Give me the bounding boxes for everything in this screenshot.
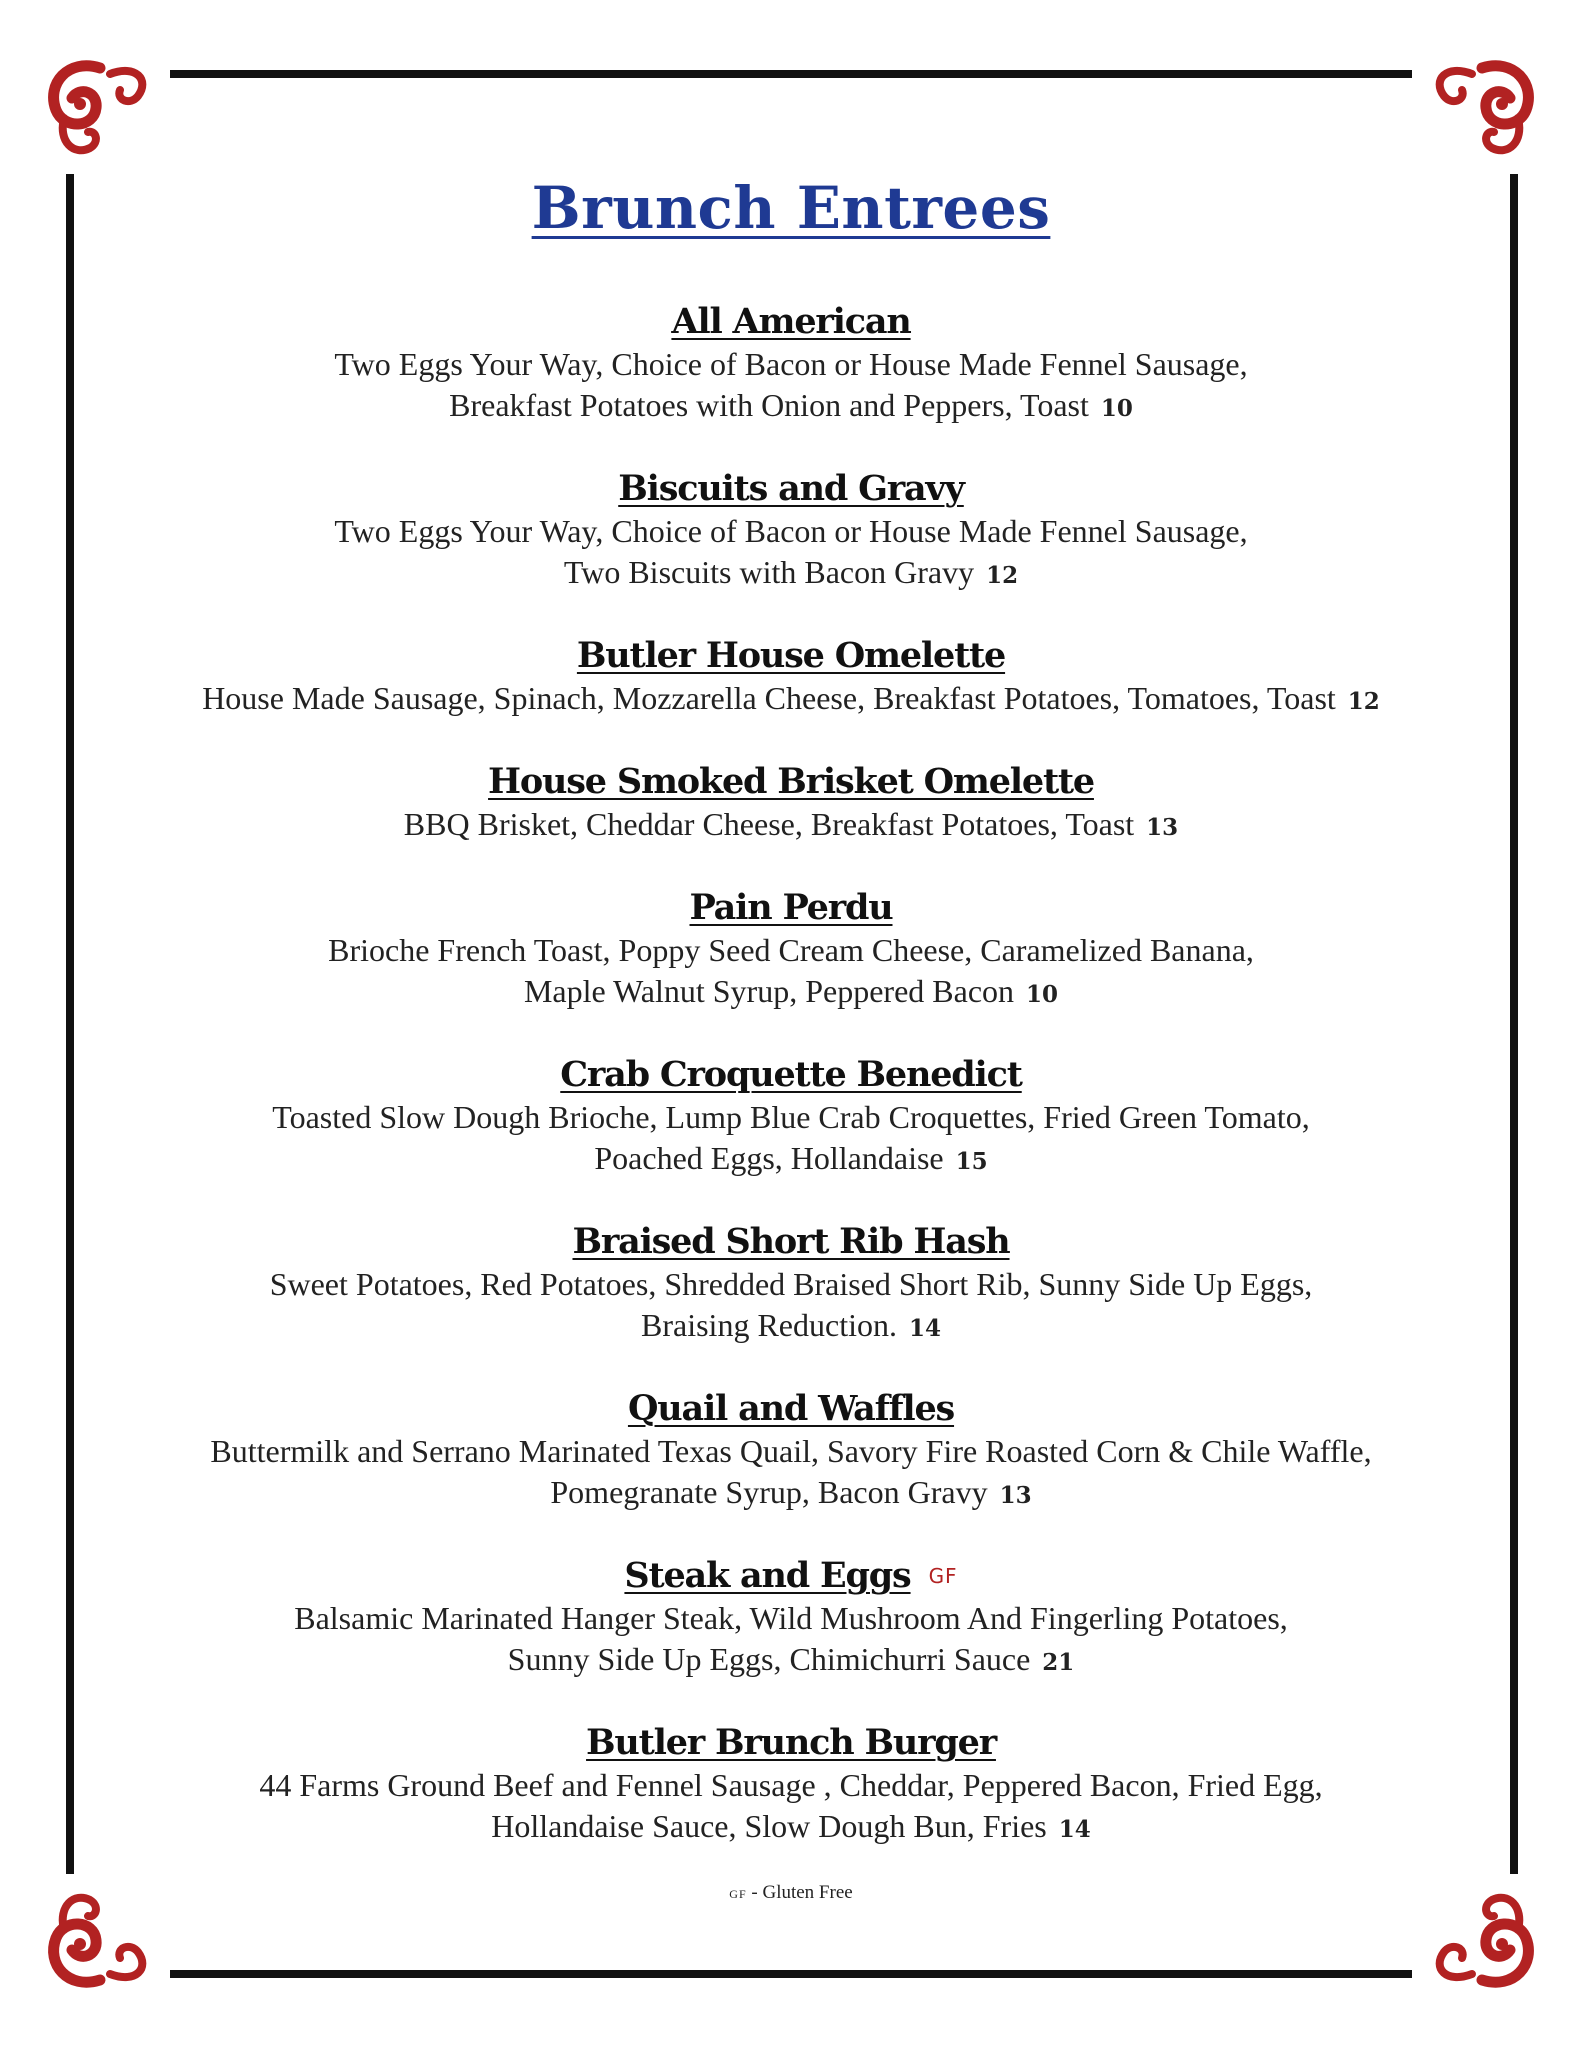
menu-item-name: Pain Perdu bbox=[689, 887, 893, 928]
description-text: Balsamic Marinated Hanger Steak, Wild Mushroom And Fingerling Potatoes, bbox=[294, 1600, 1288, 1636]
menu-item-heading bbox=[100, 1220, 1482, 1264]
description-text: Buttermilk and Serrano Marinated Texas Quail, Savory Fire Roasted Corn & Chile Waffle, bbox=[210, 1433, 1372, 1469]
menu-item-price: 14 bbox=[908, 1315, 941, 1342]
menu-item-price: 10 bbox=[1026, 981, 1059, 1008]
menu-item-name: House Smoked Brisket Omelette bbox=[488, 761, 1094, 802]
menu-item-heading bbox=[100, 1554, 1482, 1598]
menu-item-name: Braised Short Rib Hash bbox=[572, 1221, 1010, 1262]
menu-item-description bbox=[100, 1097, 1482, 1138]
menu-item-description bbox=[100, 511, 1482, 552]
menu-item bbox=[100, 1053, 1482, 1182]
menu-item bbox=[100, 886, 1482, 1015]
menu-item-heading bbox=[100, 1053, 1482, 1097]
page-title: Brunch Entrees bbox=[531, 174, 1051, 242]
description-text: Hollandaise Sauce, Slow Dough Bun, Fries bbox=[491, 1808, 1047, 1844]
menu-item-heading bbox=[100, 634, 1482, 678]
footnote bbox=[100, 1882, 1482, 1904]
menu-content bbox=[100, 172, 1482, 1904]
menu-item bbox=[100, 1721, 1482, 1850]
menu-item-name: Steak and Eggs bbox=[624, 1555, 911, 1596]
menu-item-name: Crab Croquette Benedict bbox=[560, 1054, 1022, 1095]
description-text: Breakfast Potatoes with Onion and Peppers, Toast bbox=[449, 387, 1089, 423]
menu-item-heading bbox=[100, 1721, 1482, 1765]
menu-item-price: 13 bbox=[1146, 814, 1179, 841]
menu-item-description bbox=[100, 1305, 1482, 1349]
description-text: Poached Eggs, Hollandaise bbox=[594, 1140, 944, 1176]
menu-item-name: Biscuits and Gravy bbox=[618, 468, 964, 509]
description-text: Sweet Potatoes, Red Potatoes, Shredded Braised Short Rib, Sunny Side Up Eggs, bbox=[269, 1266, 1313, 1302]
menu-item-description bbox=[100, 1806, 1482, 1850]
menu-item-description bbox=[100, 552, 1482, 596]
menu-item-description bbox=[100, 971, 1482, 1015]
menu-item-price: 14 bbox=[1058, 1816, 1091, 1843]
description-text: BBQ Brisket, Cheddar Cheese, Breakfast Potatoes, Toast bbox=[403, 806, 1135, 842]
menu-item bbox=[100, 467, 1482, 596]
menu-item-price: 21 bbox=[1042, 1649, 1075, 1676]
description-text: Sunny Side Up Eggs, Chimichurri Sauce bbox=[507, 1641, 1031, 1677]
menu-item-description bbox=[100, 678, 1482, 722]
menu-item-description bbox=[100, 1138, 1482, 1182]
description-text: Pomegranate Syrup, Bacon Gravy bbox=[550, 1474, 988, 1510]
menu-item-price: 13 bbox=[999, 1482, 1032, 1509]
menu-item bbox=[100, 300, 1482, 429]
description-text: Toasted Slow Dough Brioche, Lump Blue Crab Croquettes, Fried Green Tomato, bbox=[272, 1099, 1310, 1135]
menu-item-price: 10 bbox=[1100, 395, 1133, 422]
menu-item bbox=[100, 634, 1482, 722]
menu-item-description bbox=[100, 930, 1482, 971]
footnote-text: - Gluten Free bbox=[746, 1882, 853, 1903]
menu-item-price: 12 bbox=[1347, 688, 1380, 715]
menu-item-heading bbox=[100, 1387, 1482, 1431]
menu-item-heading bbox=[100, 467, 1482, 511]
menu-item-heading bbox=[100, 760, 1482, 804]
menu-item-heading bbox=[100, 886, 1482, 930]
description-text: House Made Sausage, Spinach, Mozzarella Cheese, Breakfast Potatoes, Tomatoes, Toast bbox=[202, 680, 1336, 716]
footnote-abbr: GF bbox=[729, 1887, 747, 1901]
description-text: Two Eggs Your Way, Choice of Bacon or House Made Fennel Sausage, bbox=[334, 346, 1248, 382]
menu-item-name: All American bbox=[671, 301, 911, 342]
menu-item-description bbox=[100, 1431, 1482, 1472]
menu-item-description bbox=[100, 804, 1482, 848]
menu-item-name: Butler House Omelette bbox=[576, 635, 1006, 676]
menu-item-description bbox=[100, 1264, 1482, 1305]
menu-item-description bbox=[100, 385, 1482, 429]
gluten-free-badge: GF bbox=[928, 1564, 958, 1588]
menu-item-description bbox=[100, 1598, 1482, 1639]
description-text: 44 Farms Ground Beef and Fennel Sausage , Cheddar, Peppered Bacon, Fried Egg, bbox=[259, 1767, 1323, 1803]
menu-item-description bbox=[100, 1639, 1482, 1683]
menu-item bbox=[100, 1387, 1482, 1516]
description-text: Braising Reduction. bbox=[641, 1307, 897, 1343]
description-text: Two Biscuits with Bacon Gravy bbox=[563, 554, 975, 590]
menu-item bbox=[100, 1220, 1482, 1349]
menu-item-name: Quail and Waffles bbox=[627, 1388, 955, 1429]
menu-item-price: 12 bbox=[986, 562, 1019, 589]
menu-item bbox=[100, 760, 1482, 848]
description-text: Two Eggs Your Way, Choice of Bacon or House Made Fennel Sausage, bbox=[334, 513, 1248, 549]
flourish-top-left-icon bbox=[40, 44, 170, 174]
menu-item-description bbox=[100, 1765, 1482, 1806]
menu-item bbox=[100, 1554, 1482, 1683]
menu-item-price: 15 bbox=[955, 1148, 988, 1175]
description-text: Maple Walnut Syrup, Peppered Bacon bbox=[523, 973, 1015, 1009]
menu-item-name: Butler Brunch Burger bbox=[586, 1722, 996, 1763]
description-text: Brioche French Toast, Poppy Seed Cream Cheese, Caramelized Banana, bbox=[328, 932, 1254, 968]
menu-item-heading bbox=[100, 300, 1482, 344]
flourish-top-right-icon bbox=[1412, 44, 1542, 174]
menu-item-description bbox=[100, 1472, 1482, 1516]
menu-item-list bbox=[100, 300, 1482, 1850]
menu-item-description bbox=[100, 344, 1482, 385]
